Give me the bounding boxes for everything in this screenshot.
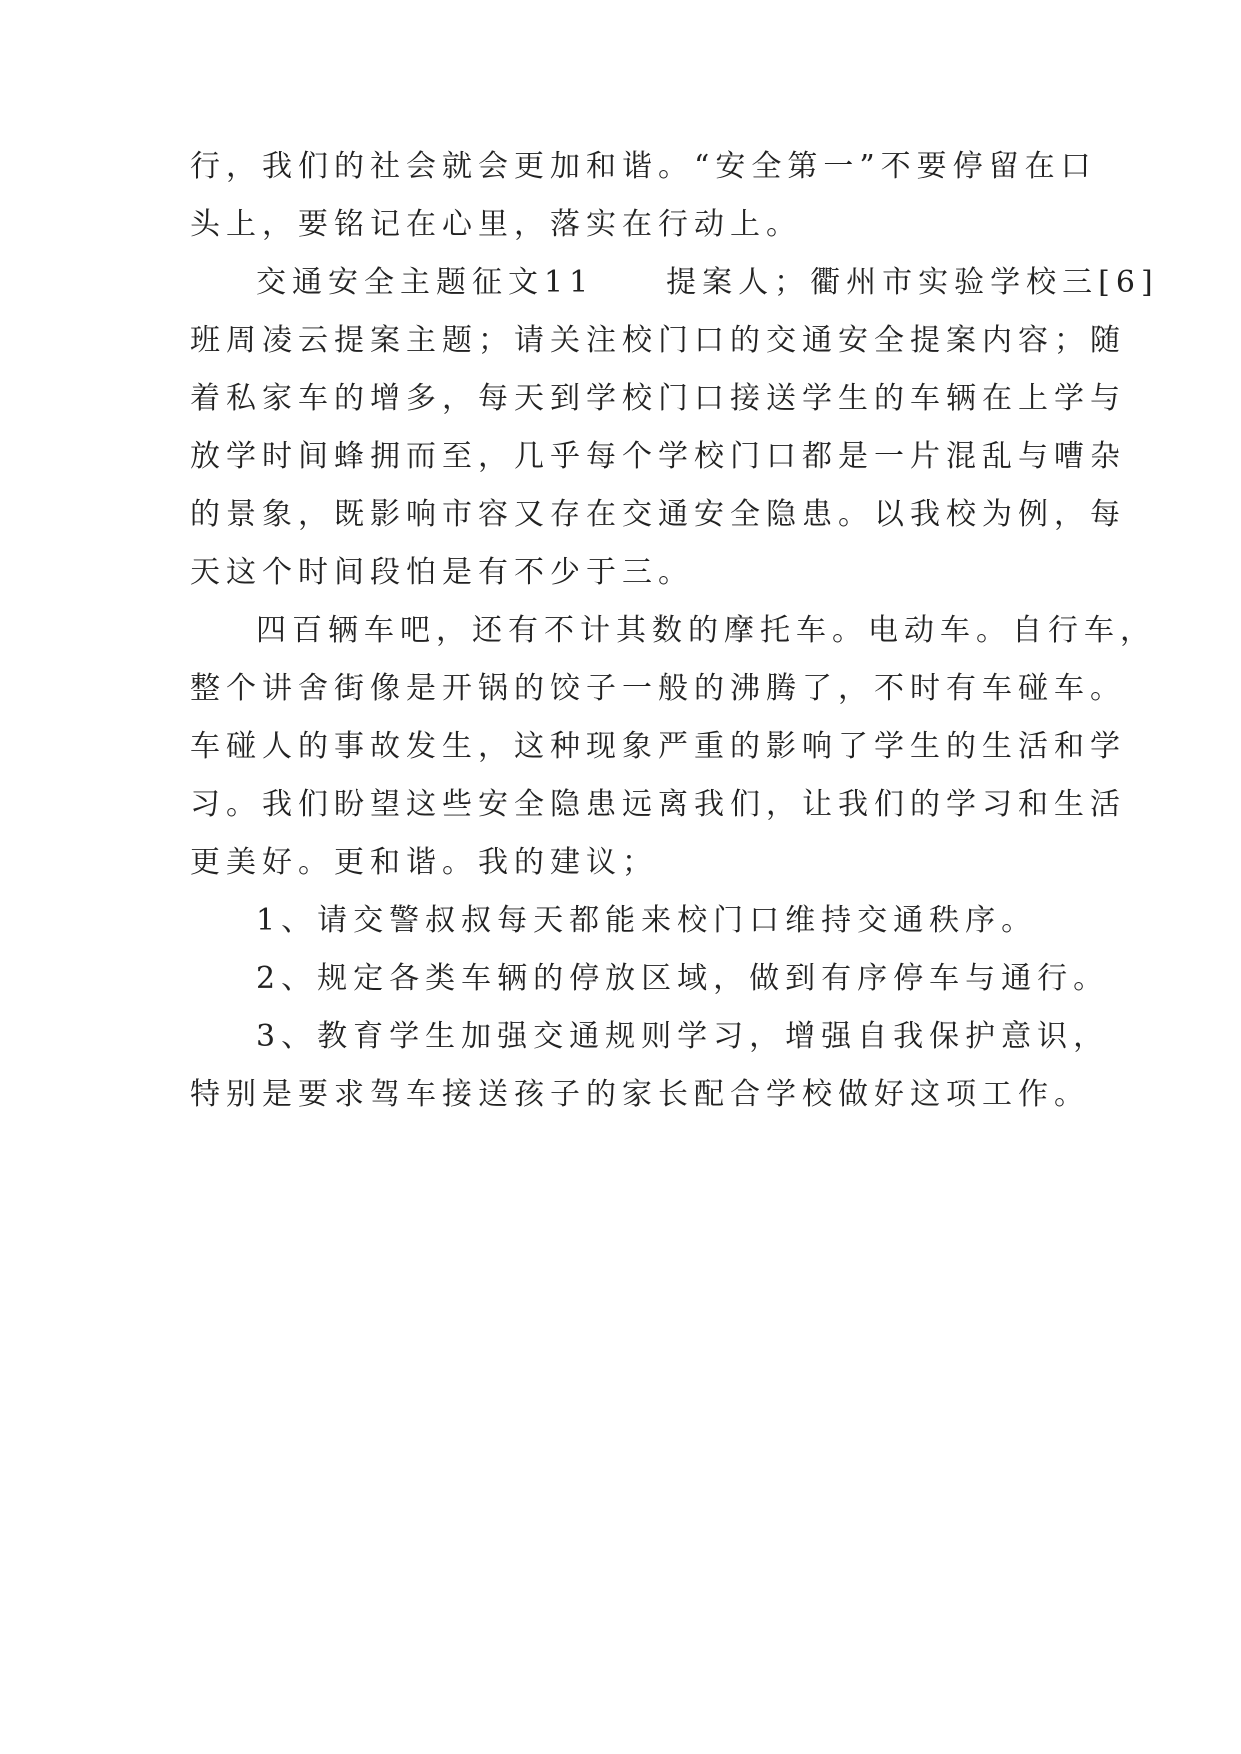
text-line: 头上，要铭记在心里，落实在行动上。 [190,207,802,242]
text-line: 更美好。更和谐。我的建议； [190,845,658,880]
text-line: 四百辆车吧，还有不计其数的摩托车。电动车。自行车， [256,613,1156,648]
text-line: 行，我们的社会就会更加和谐。“安全第一”不要停留在口 [190,149,1097,184]
text-line: 车碰人的事故发生，这种现象严重的影响了学生的生活和学 [190,729,1126,764]
document-body [190,138,1159,1124]
text-line: 整个讲舍街像是开锅的饺子一般的沸腾了，不时有车碰车。 [190,671,1126,706]
list-item: 1、请交警叔叔每天都能来校门口维持交通秩序。 [256,903,1038,938]
list-item: 2、规定各类车辆的停放区域，做到有序停车与通行。 [256,961,1110,996]
text-line: 特别是要求驾车接送孩子的家长配合学校做好这项工作。 [190,1077,1090,1112]
text-line: 习。我们盼望这些安全隐患远离我们，让我们的学习和生活 [190,787,1126,822]
text-line: 天这个时间段怕是有不少于三。 [190,555,694,590]
text-line: 的景象，既影响市容又存在交通安全隐患。以我校为例，每 [190,497,1126,532]
text-line: 交通安全主题征文11 提案人；衢州市实验学校三[6] [256,265,1159,300]
list-item: 3、教育学生加强交通规则学习，增强自我保护意识， [256,1019,1110,1054]
text-line: 着私家车的增多，每天到学校门口接送学生的车辆在上学与 [190,381,1126,416]
text-line: 班周凌云提案主题；请关注校门口的交通安全提案内容；随 [190,323,1126,358]
text-line: 放学时间蜂拥而至，几乎每个学校门口都是一片混乱与嘈杂 [190,439,1126,474]
